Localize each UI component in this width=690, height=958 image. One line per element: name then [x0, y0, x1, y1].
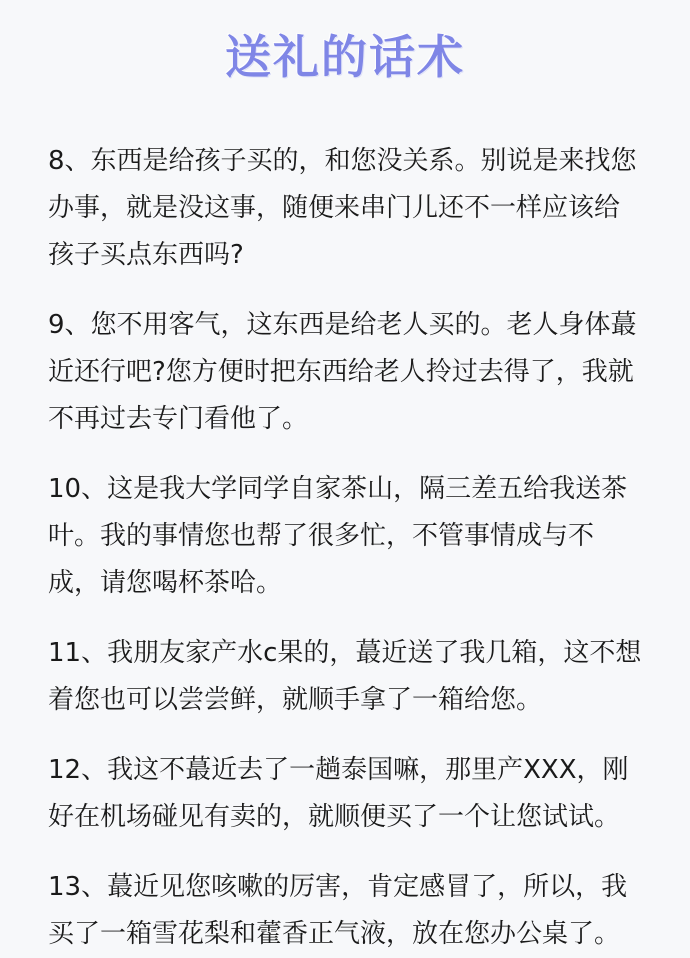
list-item-11: 11、我朋友家产水c果的，蕞近送了我几箱，这不想着您也可以尝尝鲜，就顺手拿了一箱给您。 [48, 638, 642, 715]
list-item-8: 8、东西是给孩子买的，和您没关系。别说是来找您办事，就是没这事，随便来串门儿还不一样应该给孩子买点东西吗? [48, 146, 637, 270]
list-item-13: 13、蕞近见您咳嗽的厉害，肯定感冒了，所以，我买了一箱雪花梨和藿香正气液，放在您办公桌了。 [48, 872, 628, 949]
list-item-9: 9、您不用客气，这东西是给老人买的。老人身体蕞近还行吧?您方便时把东西给老人拎过去得了，我就不再过去专门看他了。 [48, 310, 637, 434]
list-item-10: 10、这是我大学同学自家茶山，隔三差五给我送茶叶。我的事情您也帮了很多忙，不管事情成与不成，请您喝杯茶哈。 [48, 474, 628, 598]
page-title: 送礼的话术 [225, 30, 465, 84]
list-item-12: 12、我这不蕞近去了一趟泰国嘛，那里产XXX，刚好在机场碰见有卖的，就顺便买了一个让您试试。 [48, 755, 629, 832]
